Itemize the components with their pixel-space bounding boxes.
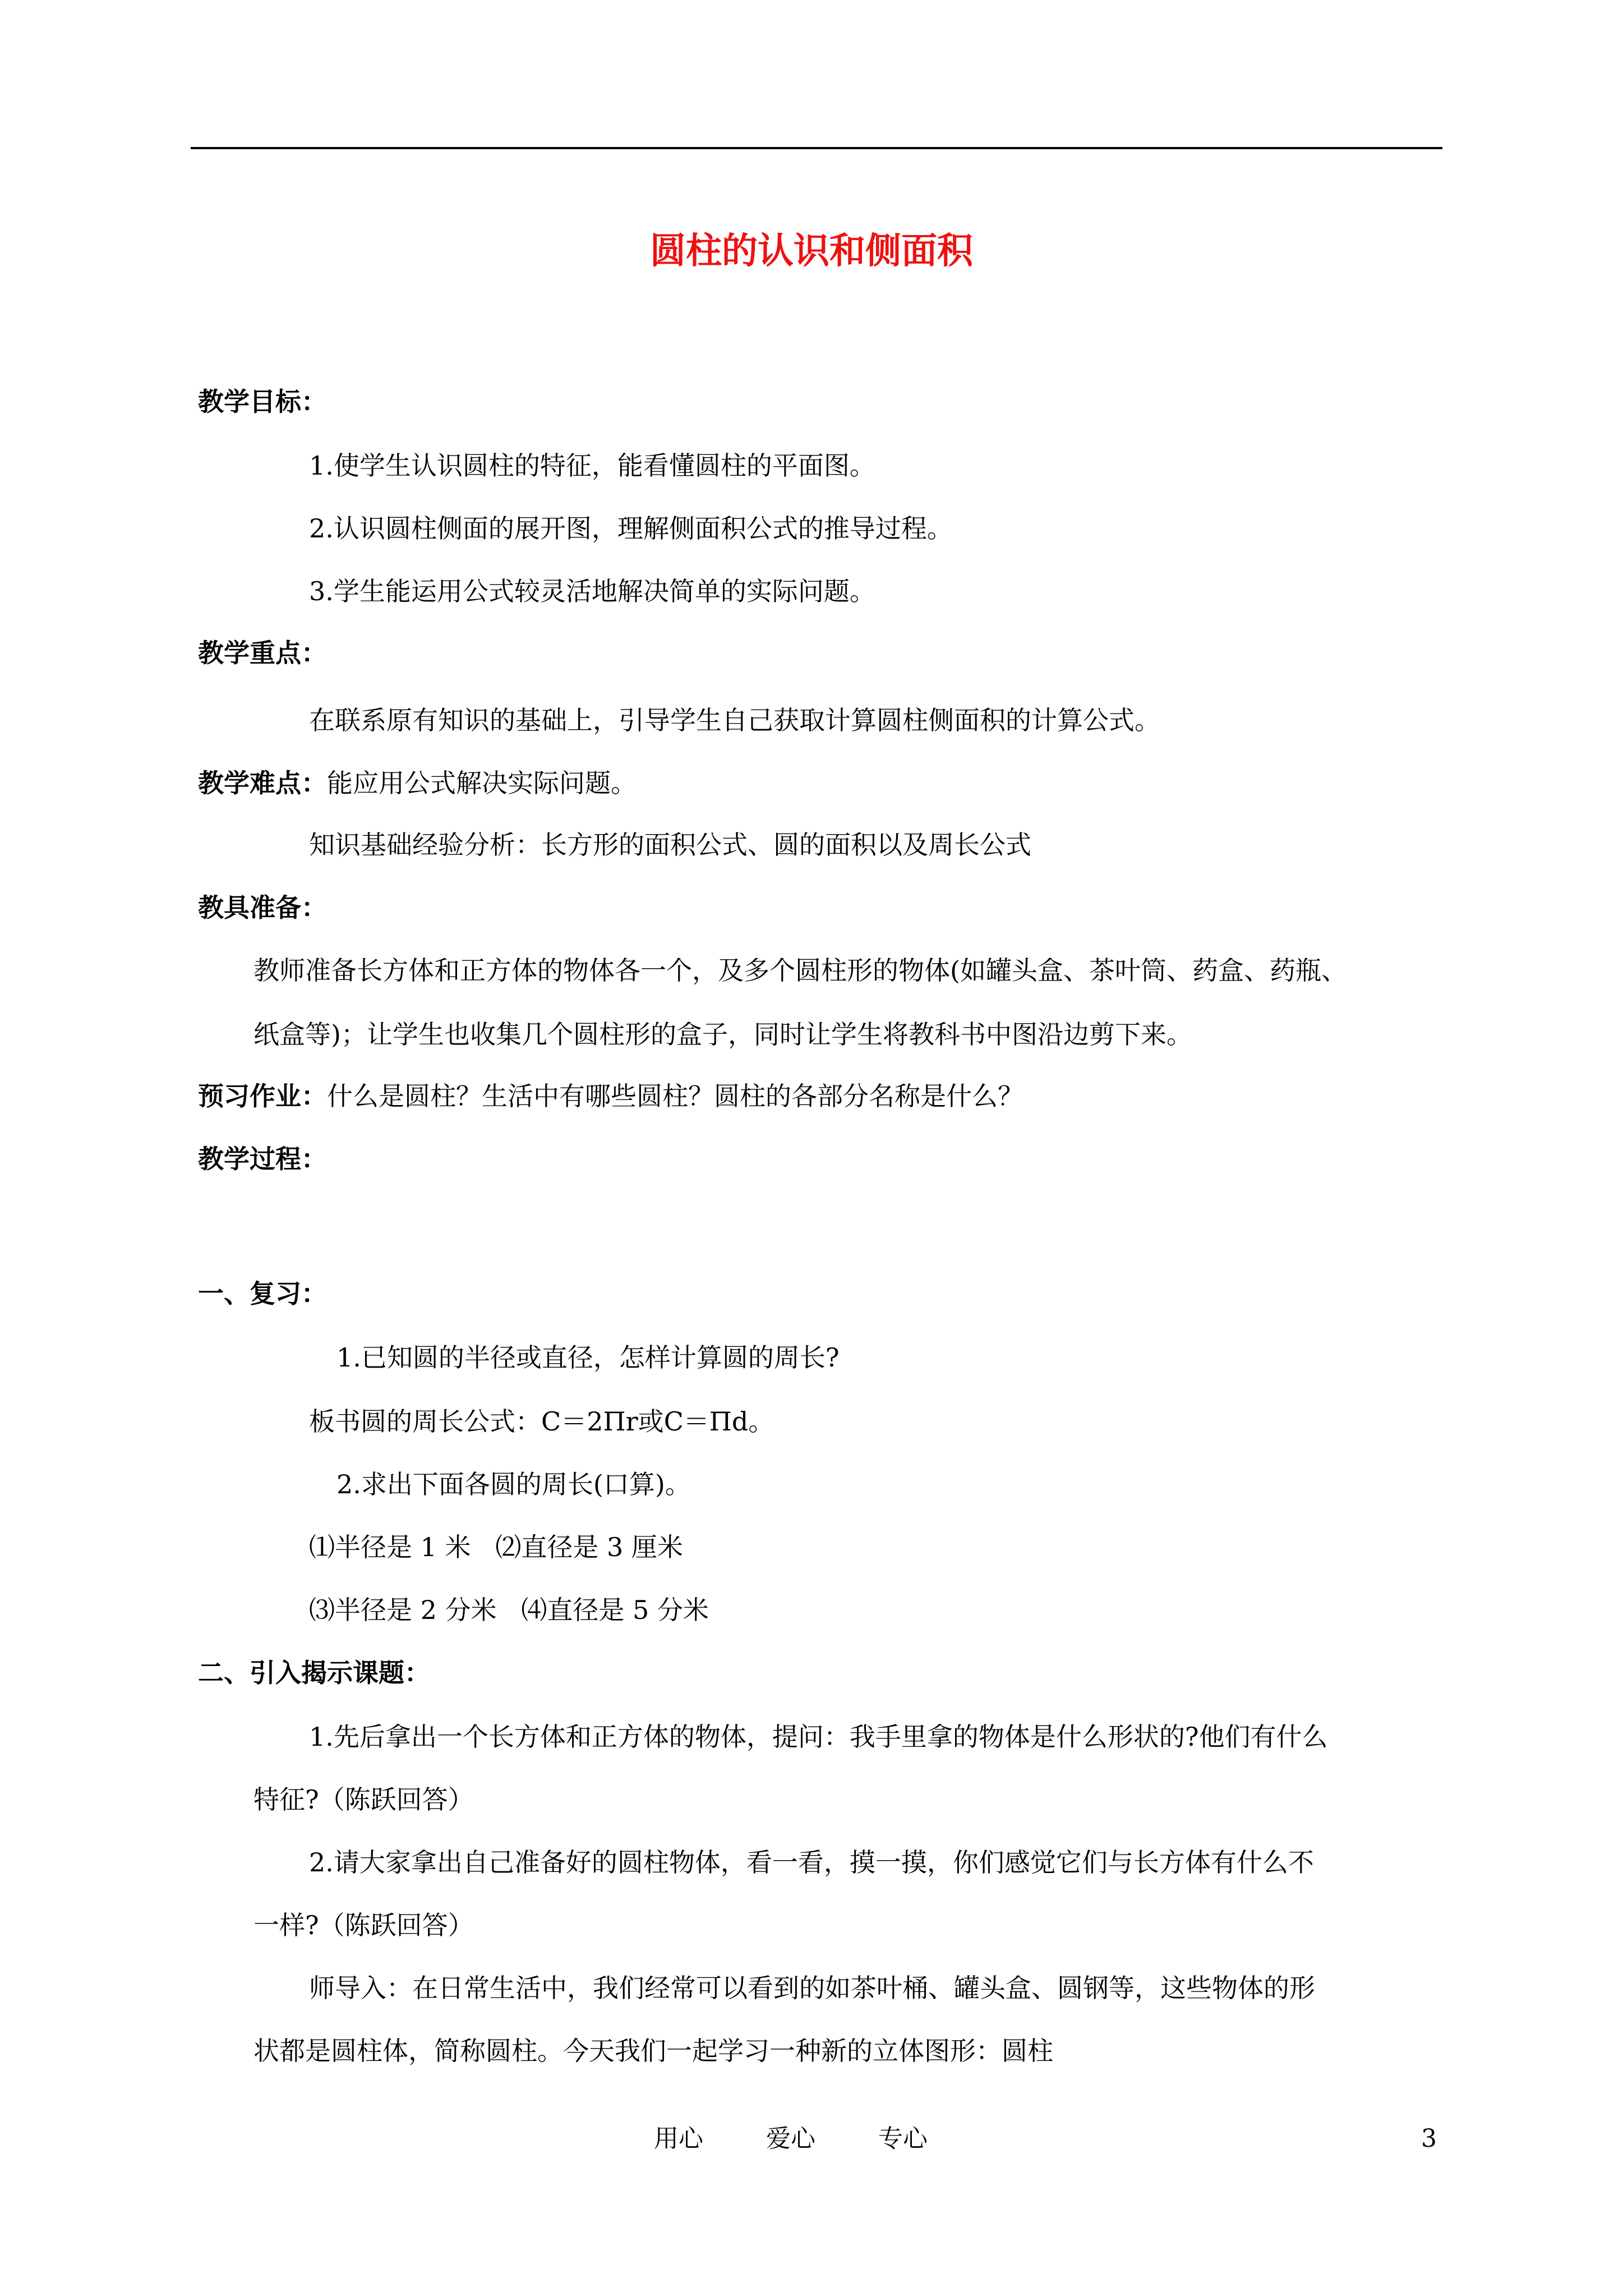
teacher-intro-line-1: 师导入：在日常生活中，我们经常可以看到的如茶叶桶、罐头盒、圆钢等，这些物体的形 (309, 1973, 1315, 2003)
difficulty-row (198, 766, 637, 800)
footer-right: 专心 (878, 2124, 928, 2153)
footer-left: 用心 (654, 2124, 703, 2153)
goal-item-2: 2.认识圆柱侧面的展开图，理解侧面积公式的推导过程。 (309, 513, 953, 544)
intro-item-1-line-1: 1.先后拿出一个长方体和正方体的物体，提问：我手里拿的物体是什么形状的?他们有什么 (309, 1722, 1328, 1752)
tools-heading: 教具准备： (198, 892, 327, 923)
knowledge-text: 知识基础经验分析：长方形的面积公式、圆的面积以及周长公式 (309, 830, 1031, 860)
goal-item-1: 1.使学生认识圆柱的特征，能看懂圆柱的平面图。 (309, 450, 875, 481)
review-item-2: 2.求出下面各圆的周长(口算)。 (336, 1469, 691, 1499)
process-heading: 教学过程： (198, 1144, 327, 1174)
footer-middle: 爱心 (766, 2124, 815, 2153)
tools-line-1: 教师准备长方体和正方体的物体各一个，及多个圆柱形的物体(如罐头盒、茶叶筒、药盒、药瓶、 (253, 955, 1347, 986)
intro-item-1-line-2: 特征?（陈跃回答） (253, 1784, 474, 1815)
document-title: 圆柱的认识和侧面积 (650, 231, 973, 272)
preview-heading: 预习作业： (198, 1081, 327, 1111)
preview-row (198, 1079, 1023, 1113)
focus-text: 在联系原有知识的基础上，引导学生自己获取计算圆柱侧面积的计算公式。 (309, 705, 1160, 735)
intro-item-2-line-2: 一样?（陈跃回答） (253, 1910, 474, 1940)
goal-item-3: 3.学生能运用公式较灵活地解决简单的实际问题。 (309, 576, 875, 606)
intro-item-2-line-1: 2.请大家拿出自己准备好的圆柱物体，看一看，摸一摸，你们感觉它们与长方体有什么不 (309, 1847, 1314, 1878)
review-formula: 板书圆的周长公式：C＝2Пr或C＝Пd。 (309, 1406, 774, 1437)
teacher-intro-line-2: 状都是圆柱体，简称圆柱。今天我们一起学习一种新的立体图形：圆柱 (253, 2036, 1053, 2066)
goals-heading: 教学目标： (198, 386, 327, 417)
review-subitems-1: ⑴半径是 1 米 ⑵直径是 3 厘米 (309, 1532, 683, 1562)
review-subitems-2: ⑶半径是 2 分米 ⑷直径是 5 分米 (309, 1595, 709, 1625)
header-rule (191, 147, 1442, 149)
review-heading: 一、复习： (198, 1278, 327, 1309)
page-number: 3 (1421, 2124, 1437, 2153)
tools-line-2: 纸盒等)；让学生也收集几个圆柱形的盒子，同时让学生将教科书中图沿边剪下来。 (253, 1019, 1192, 1050)
intro-heading: 二、引入揭示课题： (198, 1658, 430, 1688)
difficulty-heading: 教学难点： (198, 768, 327, 798)
difficulty-text: 能应用公式解决实际问题。 (327, 768, 637, 798)
focus-heading: 教学重点： (198, 638, 327, 668)
review-item-1: 1.已知圆的半径或直径，怎样计算圆的周长? (336, 1342, 840, 1373)
preview-text: 什么是圆柱？生活中有哪些圆柱？圆柱的各部分名称是什么？ (327, 1081, 1023, 1111)
